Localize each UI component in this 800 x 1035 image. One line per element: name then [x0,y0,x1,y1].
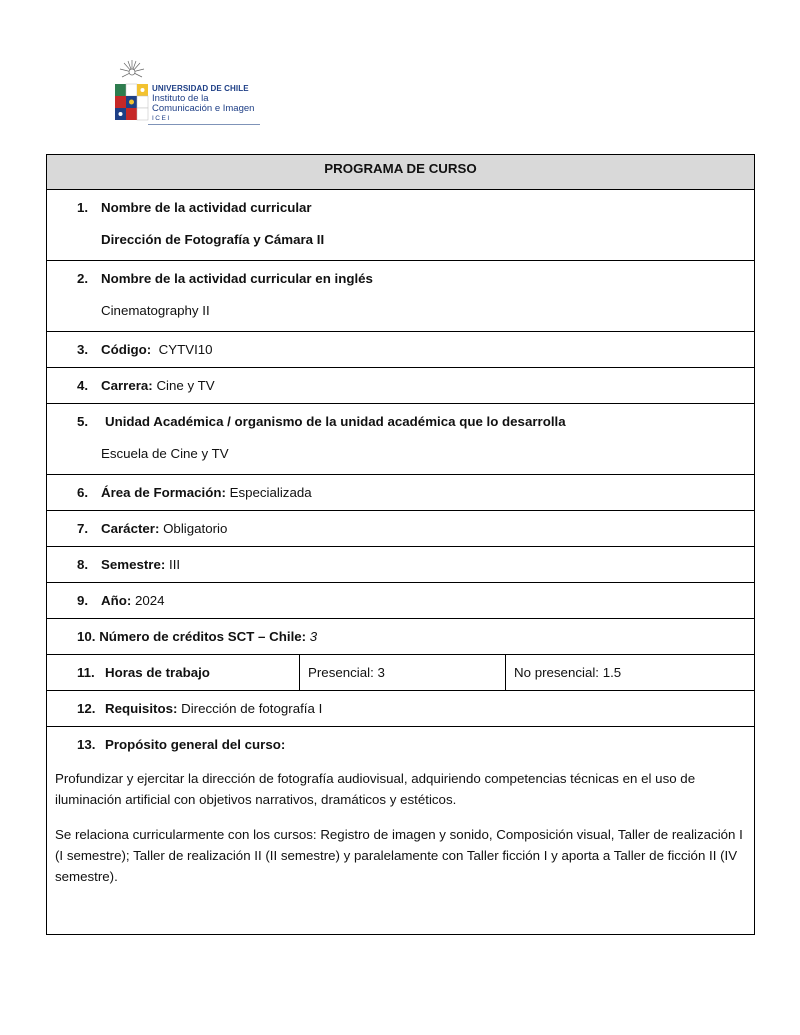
purpose-paragraph-2: Se relaciona curricularmente con los cursos: Registro de imagen y sonido, Composición visual, Taller de realización I (I semestre); Taller de realización II (II semestre) y paralelamente con Taller ficción I y aporta a Taller de ficción II (IV semestre). [55,827,743,884]
item-label: Nombre de la actividad curricular [101,200,312,215]
item-value: Obligatorio [163,521,228,536]
item-number: 4. [77,378,89,393]
row-requirements [47,691,755,727]
item-label: Nombre de la actividad curricular en inglés [101,271,373,286]
table-header: PROGRAMA DE CURSO [47,155,755,190]
item-value: III [169,557,181,572]
item-value: Dirección de Fotografía y Cámara II [101,232,325,247]
logo-acronym: ICEI [152,115,171,122]
logo-institute-line2: Comunicación e Imagen [152,103,255,114]
item-label: Unidad Académica / organismo de la unidad académica que lo desarrolla [105,414,566,429]
row-character [47,511,755,547]
row-code [47,332,755,368]
item-value: Cine y TV [156,378,215,393]
item-label: Código: [101,342,152,357]
item-number: 3. [77,342,89,357]
row-career [47,368,755,404]
item-number: 12. [77,701,96,716]
item-label: Carácter: [101,521,160,536]
item-value: Dirección de fotografía I [181,701,323,716]
item-value: Especializada [229,485,312,500]
presencial-cell: Presencial: 3 [300,655,506,691]
item-value: Cinematography II [101,303,210,318]
item-value: CYTVI10 [158,342,213,357]
row-course-name-english [47,261,755,332]
item-number: 2. [77,271,89,286]
item-label: Carrera: [101,378,153,393]
logo-university-name: UNIVERSIDAD DE CHILE [152,84,249,93]
item-label: Número de créditos SCT – Chile: [99,629,307,644]
university-logo [112,58,262,128]
item-number: 7. [77,521,89,536]
row-year [47,583,755,619]
item-number: 6. [77,485,89,500]
logo-underline [148,124,260,125]
item-label: Área de Formación: [101,485,226,500]
item-number: 13. [77,737,96,752]
row-purpose [47,727,755,935]
purpose-paragraph-1: Profundizar y ejercitar la dirección de fotografía audiovisual, adquiriendo competencias técnicas en el uso de iluminación artificial con objetivos narrativos, dramáticos y estéticos. [55,771,696,807]
item-label: Requisitos: [105,701,178,716]
row-training-area [47,475,755,511]
no-presencial-cell: No presencial: 1.5 [506,655,755,691]
item-label: Año: [101,593,132,608]
item-value: 2024 [134,593,165,608]
item-number: 9. [77,593,89,608]
item-number: 10. [77,629,96,644]
item-value: 3 [309,629,318,644]
item-number: 11. [77,665,95,680]
item-number: 8. [77,557,89,572]
logo-institute-line1: Instituto de la [152,93,209,104]
item-value: Escuela de Cine y TV [101,446,229,461]
row-course-name [47,190,755,261]
row-credits [47,619,755,655]
row-work-hours [47,655,755,691]
row-academic-unit [47,404,755,475]
course-program-table [46,154,755,935]
item-label: Semestre: [101,557,166,572]
item-number: 5. [77,414,89,429]
item-number: 1. [77,200,89,215]
row-semester [47,547,755,583]
item-label: Propósito general del curso: [105,737,286,752]
item-label: Horas de trabajo [105,665,210,680]
university-seal-icon [112,58,152,128]
